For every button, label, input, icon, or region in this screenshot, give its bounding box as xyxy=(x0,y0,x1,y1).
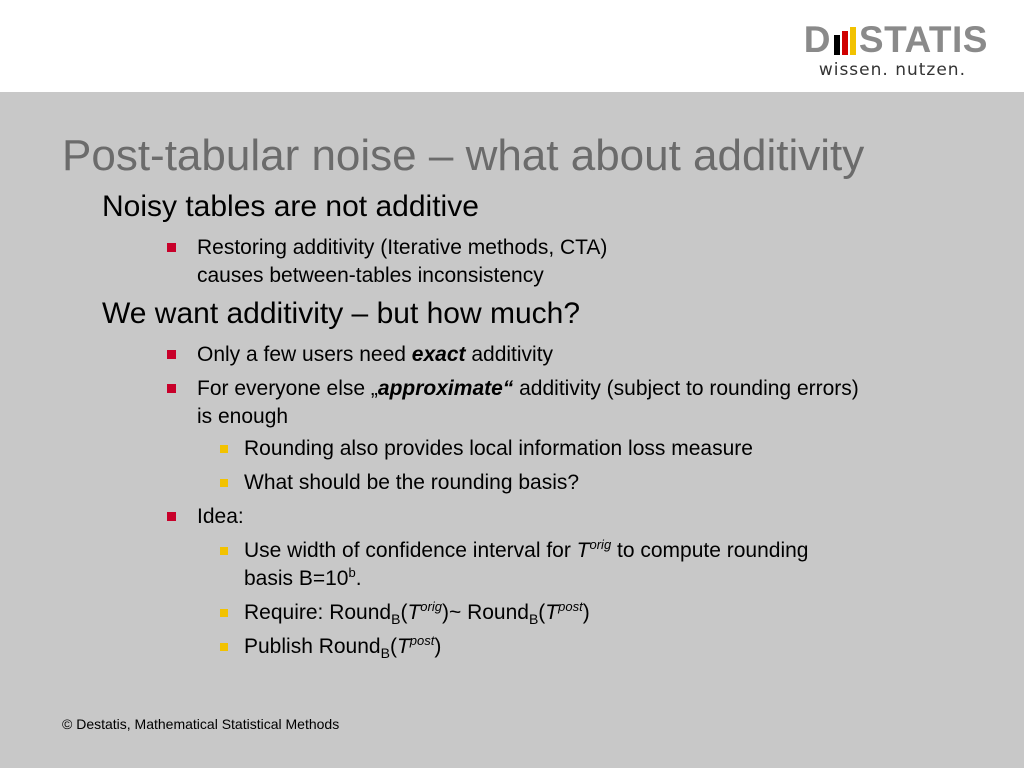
logo-slogan: wissen. nutzen. xyxy=(818,60,966,80)
subscript-b: B xyxy=(528,611,539,627)
text-segment: . xyxy=(355,567,362,590)
symbol-t: T xyxy=(396,635,410,658)
gold-square-bullet-icon xyxy=(220,479,228,487)
superscript-b: b xyxy=(348,565,356,580)
logo-wordmark xyxy=(803,19,988,60)
text-segment: ~ xyxy=(448,601,468,624)
emphasis-approximate: approximate“ xyxy=(377,377,514,400)
text-segment: What should be the rounding basis? xyxy=(244,471,580,494)
subscript-b: B xyxy=(391,611,401,627)
heading-want-additivity: We want additivity – but how much? xyxy=(102,297,581,330)
logo-word-rest: STATIS xyxy=(858,19,988,60)
symbol-t: T xyxy=(407,601,421,624)
bullet-restoring-additivity xyxy=(197,234,607,290)
subscript-b: B xyxy=(380,645,390,661)
symbol-t: T xyxy=(545,601,559,624)
text-segment: Use width of confidence interval for xyxy=(244,539,577,562)
text-segment: ) xyxy=(582,601,590,624)
footer-copyright: © Destatis, Mathematical Statistical Methods xyxy=(62,716,340,732)
subbullet-require xyxy=(244,599,590,627)
gold-square-bullet-icon xyxy=(220,445,228,453)
subbullet-rounding-basis xyxy=(244,469,579,497)
text-segment: ( xyxy=(400,601,408,624)
red-square-bullet-icon xyxy=(167,350,176,359)
text-segment: to compute rounding xyxy=(611,539,809,562)
bullet-text-line2: causes between-tables inconsistency xyxy=(197,264,544,287)
text-segment: is enough xyxy=(197,405,289,428)
flag-bar-black xyxy=(834,35,840,55)
text-segment: Require: Round xyxy=(244,601,392,624)
superscript-orig: orig xyxy=(589,537,612,552)
gold-square-bullet-icon xyxy=(220,643,228,651)
gold-square-bullet-icon xyxy=(220,609,228,617)
text-segment: Round xyxy=(467,601,529,624)
text-segment: ( xyxy=(538,601,546,624)
flag-bar-red xyxy=(842,31,848,55)
text-segment: additivity (subject to rounding errors) xyxy=(513,377,859,400)
text-segment: additivity xyxy=(465,343,554,366)
text-segment: ) xyxy=(434,635,442,658)
bullet-idea xyxy=(197,503,244,531)
text-segment: Only a few users need xyxy=(197,343,412,366)
text-segment: ) xyxy=(441,601,449,624)
slide-title: Post-tabular noise – what about additivity xyxy=(62,131,865,180)
symbol-t: T xyxy=(576,539,590,562)
text-segment: Publish Round xyxy=(244,635,381,658)
bullet-approximate-additivity xyxy=(197,375,859,431)
text-segment: Rounding also provides local information loss measure xyxy=(244,437,753,460)
subbullet-publish xyxy=(244,633,441,661)
logo-letter-d: D xyxy=(803,19,831,60)
red-square-bullet-icon xyxy=(167,384,176,393)
bullet-exact-additivity xyxy=(197,341,553,369)
flag-bar-gold xyxy=(850,27,856,55)
text-segment: For everyone else „ xyxy=(197,377,378,400)
text-segment: basis B=10 xyxy=(244,567,349,590)
flag-bars-icon xyxy=(834,25,856,55)
red-square-bullet-icon xyxy=(167,243,176,252)
text-segment: ( xyxy=(389,635,397,658)
gold-square-bullet-icon xyxy=(220,547,228,555)
heading-noisy-tables: Noisy tables are not additive xyxy=(102,190,479,223)
subbullet-rounding-loss xyxy=(244,435,753,463)
destatis-logo xyxy=(778,19,988,82)
bullet-text-line1: Restoring additivity (Iterative methods, CTA) xyxy=(197,236,608,259)
subbullet-confidence-interval xyxy=(244,537,808,593)
emphasis-exact: exact xyxy=(411,343,466,366)
header-bar xyxy=(0,0,1024,92)
superscript-orig: orig xyxy=(420,599,442,614)
superscript-post: post xyxy=(558,599,583,614)
red-square-bullet-icon xyxy=(167,512,176,521)
superscript-post: post xyxy=(409,633,435,648)
text-segment: Idea: xyxy=(197,505,244,528)
